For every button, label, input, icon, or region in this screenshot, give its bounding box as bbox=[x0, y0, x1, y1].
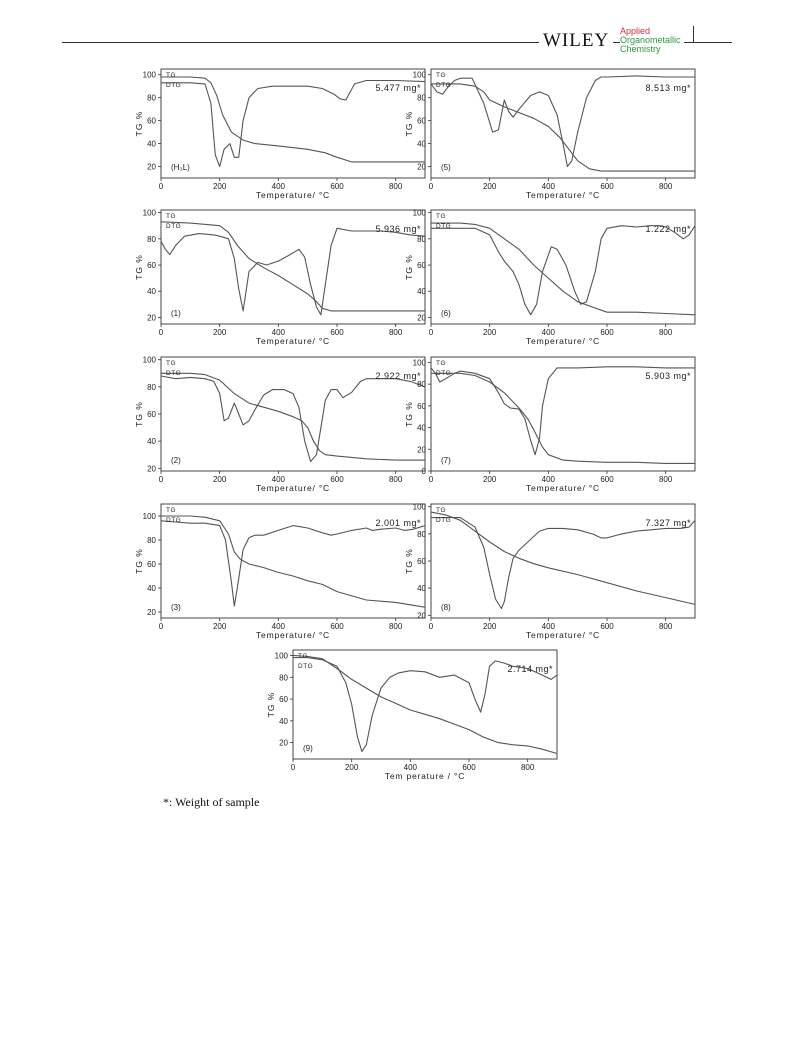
chart-2 bbox=[133, 353, 433, 493]
x-tick-label: 800 bbox=[388, 328, 403, 337]
y-tick-label: 20 bbox=[147, 464, 156, 474]
y-tick-label: 0 bbox=[421, 467, 426, 476]
footnote: *: Weight of sample bbox=[163, 795, 260, 809]
series-label-dtg: DTG bbox=[436, 82, 452, 89]
sample-mass-label: 2.001 mg* bbox=[375, 518, 421, 528]
y-tick-label: 100 bbox=[274, 651, 288, 661]
x-tick-label: 400 bbox=[541, 622, 556, 631]
sample-label: (9) bbox=[303, 744, 313, 753]
y-tick-label: 20 bbox=[417, 445, 426, 455]
chart-5 bbox=[403, 65, 703, 200]
series-line-dtg bbox=[161, 81, 425, 167]
x-tick-label: 200 bbox=[212, 328, 227, 337]
x-tick-label: 200 bbox=[212, 622, 227, 631]
x-tick-label: 400 bbox=[271, 622, 286, 631]
y-axis-label: TG % bbox=[404, 254, 414, 280]
y-tick-label: 80 bbox=[417, 234, 426, 244]
y-axis-label: TG % bbox=[404, 401, 414, 427]
y-tick-label: 100 bbox=[142, 512, 156, 521]
journal-line-1: Applied bbox=[620, 26, 651, 36]
x-tick-label: 600 bbox=[600, 475, 614, 484]
x-tick-label: 0 bbox=[158, 182, 164, 191]
sample-mass-label: 5.903 mg* bbox=[645, 371, 691, 381]
chart-9 bbox=[265, 646, 565, 781]
y-tick-label: 40 bbox=[417, 423, 426, 433]
series-label-tg: TG bbox=[166, 72, 177, 79]
sample-label: (1) bbox=[171, 309, 181, 318]
series-line-dtg bbox=[161, 376, 425, 462]
chart-3 bbox=[133, 500, 433, 640]
series-label-tg: TG bbox=[166, 360, 177, 367]
x-tick-label: 600 bbox=[600, 622, 614, 631]
chart-h3l bbox=[133, 65, 433, 200]
y-tick-label: 20 bbox=[279, 738, 288, 748]
x-tick-label: 800 bbox=[388, 475, 403, 484]
series-label-dtg: DTG bbox=[298, 663, 314, 670]
x-tick-label: 400 bbox=[271, 475, 286, 484]
x-axis-label: Tem perature / °C bbox=[384, 771, 466, 781]
y-tick-label: 80 bbox=[147, 93, 156, 103]
y-tick-label: 100 bbox=[412, 70, 426, 80]
sample-label: (7) bbox=[441, 456, 451, 465]
y-tick-label: 40 bbox=[147, 287, 156, 297]
y-tick-label: 80 bbox=[417, 380, 426, 390]
chart-6 bbox=[403, 206, 703, 346]
series-label-tg: TG bbox=[436, 507, 447, 514]
series-line-dtg bbox=[431, 226, 695, 315]
series-label-dtg: DTG bbox=[436, 517, 452, 524]
chart-7 bbox=[403, 353, 703, 493]
y-tick-label: 80 bbox=[417, 529, 426, 539]
x-tick-label: 400 bbox=[541, 328, 556, 337]
x-axis-label: Temperature/ °C bbox=[256, 483, 330, 493]
x-tick-label: 400 bbox=[541, 475, 556, 484]
sample-mass-label: 5.477 mg* bbox=[375, 83, 421, 93]
y-tick-label: 60 bbox=[147, 560, 156, 569]
y-tick-label: 100 bbox=[412, 208, 426, 218]
sample-label: (H₃L) bbox=[171, 163, 190, 172]
y-tick-label: 60 bbox=[417, 116, 426, 126]
x-axis-label: Temperature/ °C bbox=[526, 190, 600, 200]
series-line-tg bbox=[161, 516, 425, 607]
x-tick-label: 800 bbox=[388, 622, 403, 631]
y-tick-label: 20 bbox=[147, 608, 156, 617]
sample-label: (2) bbox=[171, 456, 181, 465]
x-tick-label: 800 bbox=[658, 622, 673, 631]
series-label-dtg: DTG bbox=[166, 82, 182, 89]
y-axis-label: TG % bbox=[404, 110, 414, 137]
series-label-dtg: DTG bbox=[166, 370, 182, 377]
series-line-tg bbox=[431, 84, 695, 171]
y-tick-label: 20 bbox=[417, 313, 426, 323]
sample-mass-label: 5.936 mg* bbox=[375, 224, 421, 234]
x-tick-label: 800 bbox=[658, 182, 673, 191]
sample-mass-label: 2.922 mg* bbox=[375, 371, 421, 381]
sample-label: (8) bbox=[441, 603, 451, 612]
y-tick-label: 40 bbox=[417, 584, 426, 594]
y-tick-label: 40 bbox=[147, 437, 156, 447]
x-axis-label: Temperature/ °C bbox=[526, 483, 600, 493]
y-tick-label: 60 bbox=[417, 557, 426, 566]
x-tick-label: 600 bbox=[330, 622, 344, 631]
x-tick-label: 200 bbox=[212, 475, 227, 484]
sample-mass-label: 7.327 mg* bbox=[645, 518, 691, 528]
series-label-dtg: DTG bbox=[436, 223, 452, 230]
series-label-dtg: DTG bbox=[436, 370, 452, 377]
chart-8 bbox=[403, 500, 703, 640]
x-tick-label: 0 bbox=[428, 328, 434, 337]
x-tick-label: 0 bbox=[290, 763, 296, 772]
journal-line-2: Organometallic bbox=[620, 35, 681, 45]
x-tick-label: 0 bbox=[158, 622, 164, 631]
x-tick-label: 600 bbox=[462, 763, 476, 772]
y-tick-label: 60 bbox=[147, 410, 156, 419]
y-axis-label: TG % bbox=[134, 548, 144, 574]
y-tick-label: 80 bbox=[417, 93, 426, 103]
series-line-dtg bbox=[161, 521, 425, 606]
publisher-logo: WILEY bbox=[539, 30, 613, 52]
y-tick-label: 100 bbox=[412, 358, 426, 368]
x-axis-label: Temperature/ °C bbox=[256, 190, 330, 200]
x-tick-label: 200 bbox=[482, 475, 497, 484]
y-tick-label: 60 bbox=[417, 401, 426, 411]
sample-label: (5) bbox=[441, 163, 451, 172]
series-label-tg: TG bbox=[436, 360, 447, 367]
y-axis-label: TG % bbox=[266, 691, 276, 718]
x-tick-label: 200 bbox=[344, 763, 359, 772]
y-tick-label: 100 bbox=[142, 355, 156, 365]
x-tick-label: 400 bbox=[403, 763, 418, 772]
sample-mass-label: 1.222 mg* bbox=[645, 224, 691, 234]
x-tick-label: 400 bbox=[271, 328, 286, 337]
x-tick-label: 0 bbox=[158, 328, 164, 337]
sample-label: (6) bbox=[441, 309, 451, 318]
y-tick-label: 80 bbox=[147, 234, 156, 244]
x-tick-label: 600 bbox=[330, 328, 344, 337]
y-axis-label: TG % bbox=[134, 110, 144, 137]
y-tick-label: 100 bbox=[142, 70, 156, 80]
y-tick-label: 60 bbox=[279, 695, 288, 705]
y-tick-label: 20 bbox=[417, 162, 426, 172]
series-label-tg: TG bbox=[166, 507, 177, 514]
x-tick-label: 600 bbox=[330, 475, 344, 484]
x-tick-label: 0 bbox=[428, 182, 434, 191]
series-line-dtg bbox=[161, 228, 425, 314]
sample-mass-label: 8.513 mg* bbox=[645, 83, 691, 93]
y-tick-label: 40 bbox=[417, 287, 426, 297]
series-label-dtg: DTG bbox=[166, 517, 182, 524]
series-line-tg bbox=[161, 222, 425, 311]
sample-label: (3) bbox=[171, 603, 181, 612]
x-tick-label: 0 bbox=[428, 622, 434, 631]
series-line-tg bbox=[431, 223, 695, 315]
y-axis-label: TG % bbox=[134, 254, 144, 280]
sample-mass-label: 2.714 mg* bbox=[507, 664, 553, 674]
x-tick-label: 0 bbox=[158, 475, 164, 484]
y-tick-label: 80 bbox=[279, 673, 288, 683]
y-tick-label: 40 bbox=[279, 716, 288, 726]
x-tick-label: 0 bbox=[428, 475, 434, 484]
series-line-tg bbox=[431, 373, 695, 463]
series-label-tg: TG bbox=[166, 213, 177, 220]
x-tick-label: 600 bbox=[600, 328, 614, 337]
journal-logo bbox=[620, 27, 684, 54]
y-tick-label: 20 bbox=[147, 313, 156, 323]
y-tick-label: 80 bbox=[147, 382, 156, 392]
x-tick-label: 800 bbox=[658, 475, 673, 484]
y-tick-label: 40 bbox=[147, 584, 156, 593]
x-tick-label: 200 bbox=[212, 182, 227, 191]
y-axis-label: TG % bbox=[134, 401, 144, 427]
x-tick-label: 400 bbox=[541, 182, 556, 191]
x-tick-label: 200 bbox=[482, 182, 497, 191]
y-axis-label: TG % bbox=[404, 548, 414, 574]
x-tick-label: 800 bbox=[520, 763, 535, 772]
x-tick-label: 600 bbox=[600, 182, 614, 191]
x-tick-label: 600 bbox=[330, 182, 344, 191]
x-tick-label: 400 bbox=[271, 182, 286, 191]
y-tick-label: 40 bbox=[417, 139, 426, 149]
series-line-tg bbox=[161, 373, 425, 460]
x-tick-label: 800 bbox=[388, 182, 403, 191]
series-label-dtg: DTG bbox=[166, 223, 182, 230]
series-label-tg: TG bbox=[436, 213, 447, 220]
x-axis-label: Temperature/ °C bbox=[256, 630, 330, 640]
header-tick bbox=[693, 26, 694, 43]
y-tick-label: 100 bbox=[142, 208, 156, 218]
y-tick-label: 20 bbox=[147, 162, 156, 172]
series-label-tg: TG bbox=[436, 72, 447, 79]
y-tick-label: 40 bbox=[147, 139, 156, 149]
x-tick-label: 200 bbox=[482, 328, 497, 337]
chart-1 bbox=[133, 206, 433, 346]
y-tick-label: 80 bbox=[147, 536, 156, 545]
y-tick-label: 60 bbox=[147, 261, 156, 271]
x-axis-label: Temperature/ °C bbox=[526, 630, 600, 640]
y-tick-label: 20 bbox=[417, 611, 426, 621]
y-tick-label: 60 bbox=[147, 116, 156, 126]
y-tick-label: 100 bbox=[412, 502, 426, 512]
journal-line-3: Chemistry bbox=[620, 44, 661, 54]
series-label-tg: TG bbox=[298, 653, 309, 660]
y-tick-label: 60 bbox=[417, 261, 426, 271]
x-tick-label: 800 bbox=[658, 328, 673, 337]
x-axis-label: Temperature/ °C bbox=[526, 336, 600, 346]
x-tick-label: 200 bbox=[482, 622, 497, 631]
x-axis-label: Temperature/ °C bbox=[256, 336, 330, 346]
